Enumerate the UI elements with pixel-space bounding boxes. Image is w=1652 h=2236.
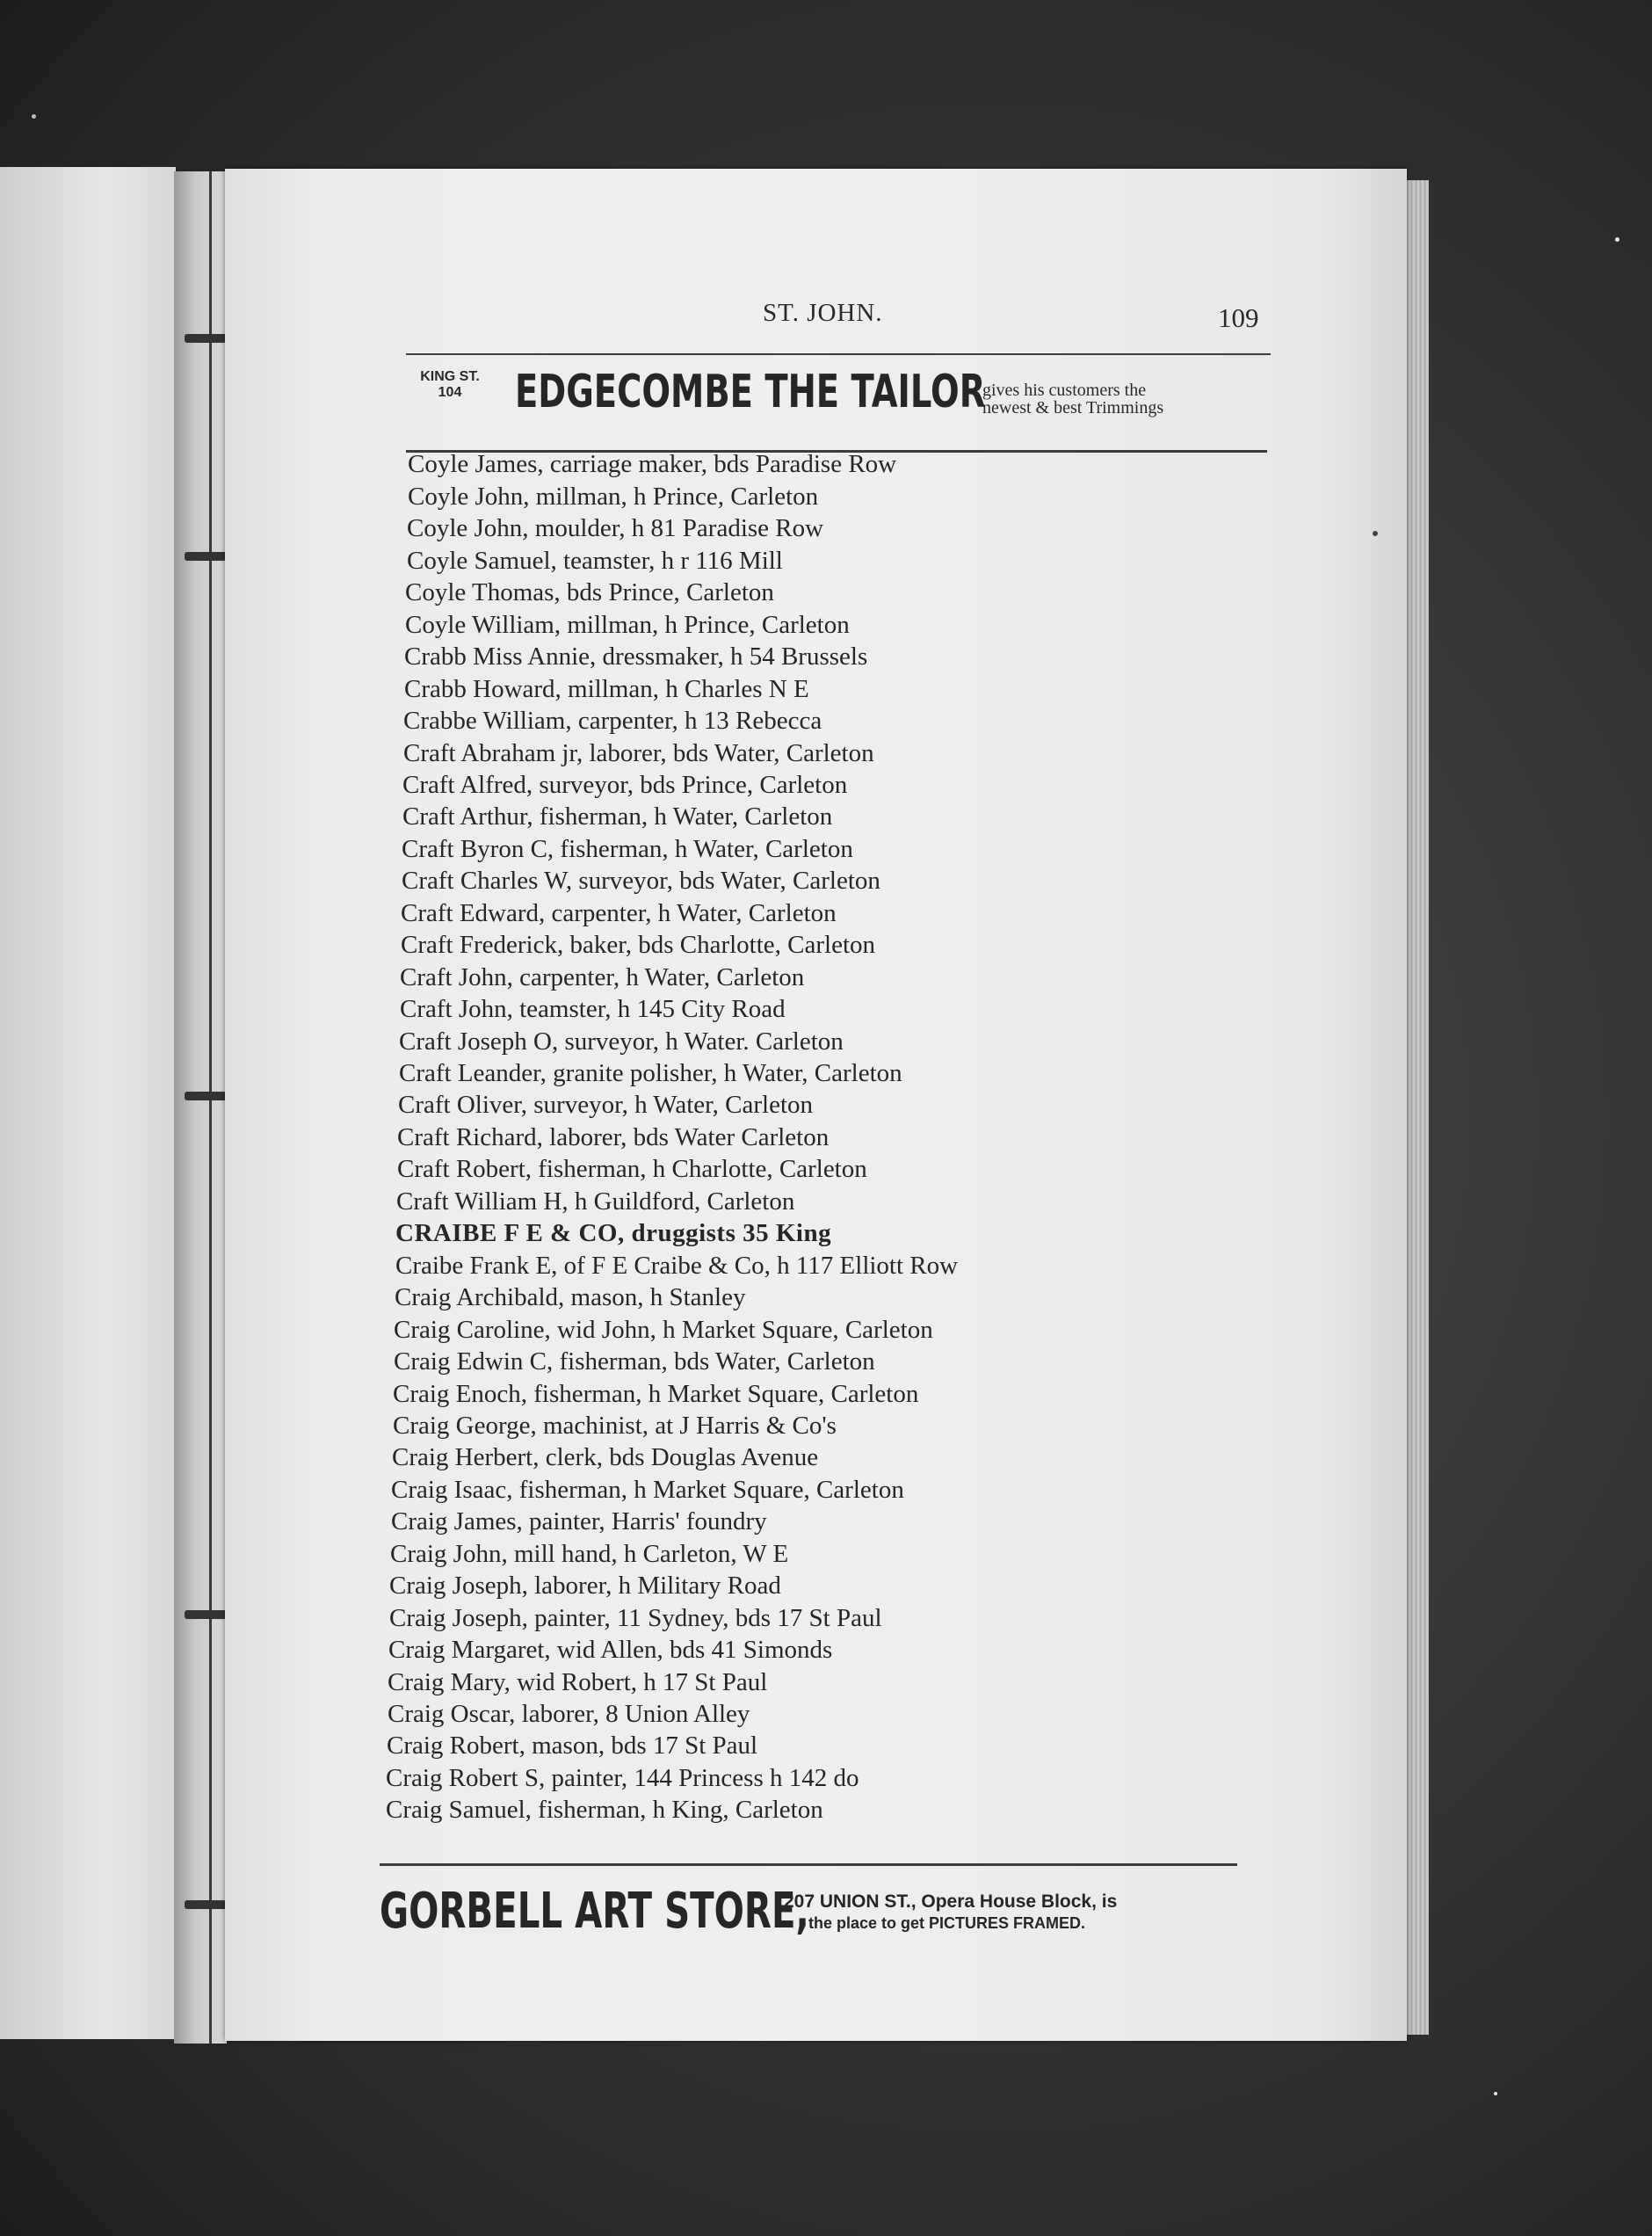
- directory-entry-business: CRAIBE F E & CO, druggists 35 King: [395, 1219, 832, 1247]
- directory-entry: Craft Leander, granite polisher, h Water, Carleton: [399, 1059, 902, 1087]
- directory-entry: Crabbe William, carpenter, h 13 Rebecca: [403, 707, 822, 735]
- directory-entry: Coyle Thomas, bds Prince, Carleton: [405, 578, 774, 606]
- directory-entry: Craibe Frank E, of F E Craibe & Co, h 117 Elliott Row: [395, 1252, 959, 1280]
- directory-entry: Craft John, carpenter, h Water, Carleton: [400, 963, 805, 991]
- directory-entry: Craft Joseph O, surveyor, h Water. Carleton: [399, 1027, 844, 1056]
- directory-entry: Coyle John, moulder, h 81 Paradise Row: [407, 514, 824, 542]
- directory-entry: Coyle John, millman, h Prince, Carleton: [408, 483, 819, 511]
- directory-entry: Craft Charles W, surveyor, bds Water, Carleton: [402, 867, 880, 895]
- ad-business-name: EDGECOMBE THE TAILOR: [515, 366, 986, 418]
- directory-entry: Craft Oliver, surveyor, h Water, Carleton: [398, 1091, 814, 1119]
- ad-tagline-line: gives his customers the: [982, 381, 1147, 400]
- directory-entry: Craig John, mill hand, h Carleton, W E: [390, 1540, 789, 1568]
- directory-entry: Craig Mary, wid Robert, h 17 St Paul: [388, 1668, 768, 1696]
- ad-tagline-line: newest & best Trimmings: [982, 398, 1164, 417]
- ad-address-line: KING ST.: [420, 369, 480, 384]
- directory-entry: Coyle Samuel, teamster, h r 116 Mill: [407, 547, 783, 575]
- directory-entry: Craig Samuel, fisherman, h King, Carleton: [386, 1796, 823, 1824]
- scan-speck: [1615, 237, 1619, 242]
- directory-entry: Craft Arthur, fisherman, h Water, Carleton: [402, 802, 833, 831]
- directory-entry: Craft John, teamster, h 145 City Road: [400, 995, 786, 1023]
- directory-entry: Coyle William, millman, h Prince, Carleton: [405, 611, 850, 639]
- directory-entry: Craft Edward, carpenter, h Water, Carleton: [401, 899, 837, 927]
- directory-entry: Craft Frederick, baker, bds Charlotte, Carleton: [401, 931, 875, 959]
- art-store-advertisement: [380, 1883, 1258, 1944]
- directory-entry: Craft Alfred, surveyor, bds Prince, Carleton: [402, 771, 848, 799]
- ad-address-line: 104: [438, 385, 462, 400]
- directory-entry: Craig James, painter, Harris' foundry: [391, 1507, 767, 1535]
- directory-entry: Craft Richard, laborer, bds Water Carleton: [397, 1123, 830, 1151]
- scan-speck: [1373, 531, 1378, 536]
- directory-entry: Craig Robert, mason, bds 17 St Paul: [387, 1731, 758, 1760]
- directory-entry: Craig Enoch, fisherman, h Market Square, Carleton: [393, 1380, 919, 1408]
- directory-entry: Craig Herbert, clerk, bds Douglas Avenue: [392, 1443, 819, 1471]
- directory-entry: Craig Oscar, laborer, 8 Union Alley: [388, 1700, 750, 1728]
- directory-entry: Coyle James, carriage maker, bds Paradise Row: [408, 450, 897, 478]
- page-number: 109: [1218, 302, 1259, 333]
- directory-entry: Craig Archibald, mason, h Stanley: [395, 1283, 746, 1311]
- directory-entry: Craig Joseph, laborer, h Military Road: [389, 1572, 781, 1600]
- directory-entry: Crabb Howard, millman, h Charles N E: [404, 675, 809, 703]
- directory-entry: Crabb Miss Annie, dressmaker, h 54 Brussels: [404, 642, 868, 671]
- directory-entry: Craig Edwin C, fisherman, bds Water, Carleton: [394, 1347, 875, 1376]
- directory-entry: Craig Margaret, wid Allen, bds 41 Simonds: [388, 1636, 833, 1664]
- directory-entry: Craig Robert S, painter, 144 Princess h 142 do: [386, 1764, 859, 1792]
- directory-entry: Craft William H, h Guildford, Carleton: [396, 1187, 795, 1216]
- scan-speck: [32, 114, 36, 119]
- footer-rule: [380, 1863, 1237, 1866]
- directory-entry: Craft Abraham jr, laborer, bds Water, Carleton: [403, 739, 874, 767]
- scan-speck: [1494, 2092, 1497, 2095]
- directory-entry: Craft Byron C, fisherman, h Water, Carleton: [402, 835, 853, 863]
- directory-entry: Craig Isaac, fisherman, h Market Square, Carleton: [391, 1476, 904, 1504]
- ad-address: 207 UNION ST., Opera House Block, is: [784, 1891, 1118, 1912]
- ad-business-name: GORBELL ART STORE,: [380, 1883, 809, 1940]
- ad-address: the place to get PICTURES FRAMED.: [808, 1914, 1086, 1932]
- directory-entry: Craig Caroline, wid John, h Market Square, Carleton: [394, 1316, 933, 1344]
- directory-entry: Craft Robert, fisherman, h Charlotte, Carleton: [397, 1155, 867, 1183]
- directory-entry: Craig Joseph, painter, 11 Sydney, bds 17 St Paul: [389, 1604, 882, 1632]
- directory-entry: Craig George, machinist, at J Harris & Co's: [393, 1412, 837, 1440]
- page-heading: ST. JOHN.: [763, 299, 883, 327]
